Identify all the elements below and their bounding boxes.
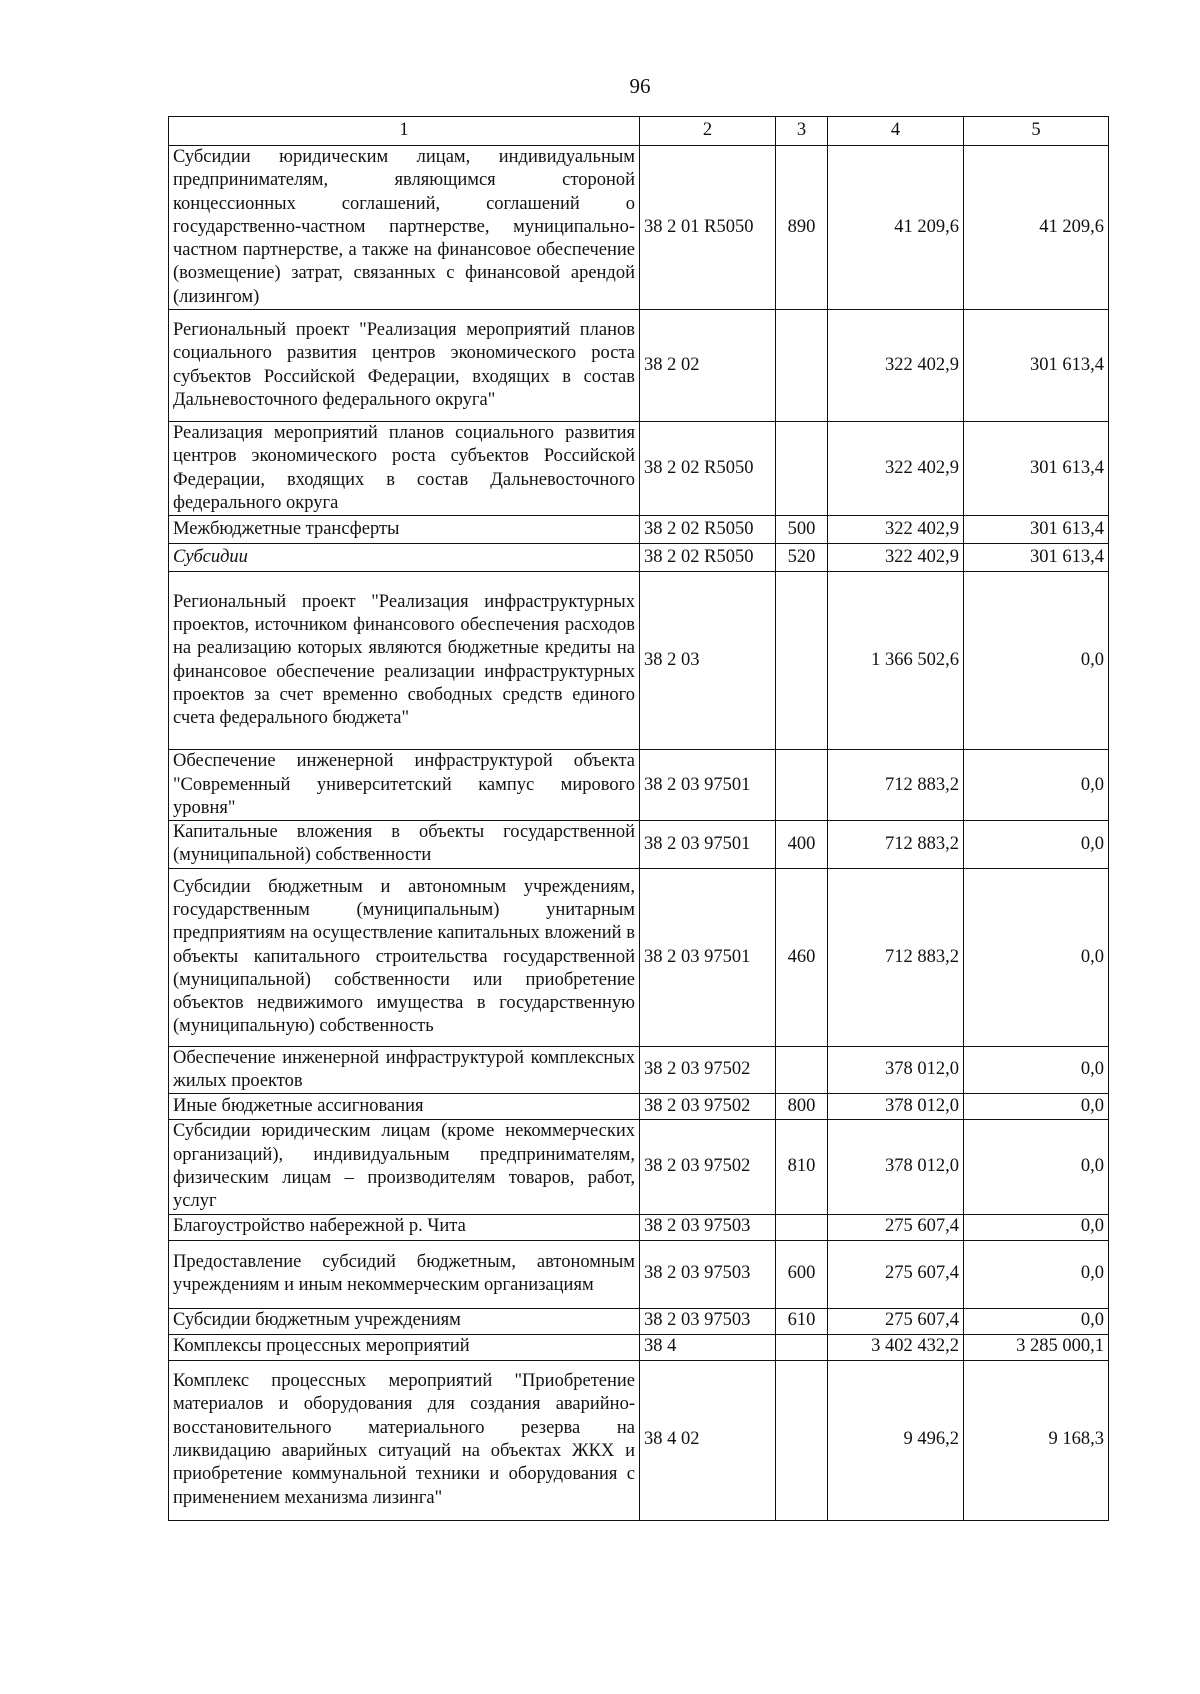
row-amount-col4-cell: 712 883,2 bbox=[828, 821, 964, 869]
row-code-cell: 38 2 03 97502 bbox=[640, 1046, 776, 1094]
table-row bbox=[169, 146, 1109, 310]
row-name-cell: Комплекс процессных мероприятий "Приобретение материалов и оборудования для создания аварийно-восстановительного материального резерва на ликвидацию аварийных ситуаций на объектах ЖКХ и приобретение коммунальной техники и оборудования с применением механизма лизинга" bbox=[169, 1360, 640, 1520]
header-col-3: 3 bbox=[776, 117, 828, 146]
row-name-cell: Реализация мероприятий планов социального развития центров экономического роста субъектов Российской Федерации, входящих в состав Дальневосточного федерального округа bbox=[169, 422, 640, 516]
row-expense-type-cell: 460 bbox=[776, 868, 828, 1046]
row-amount-col5-cell: 0,0 bbox=[964, 572, 1109, 750]
table-row bbox=[169, 1240, 1109, 1308]
table-header-row bbox=[169, 117, 1109, 146]
row-code-cell: 38 2 03 97503 bbox=[640, 1240, 776, 1308]
page-number: 96 bbox=[629, 74, 651, 98]
row-code-cell: 38 2 03 97502 bbox=[640, 1094, 776, 1120]
row-expense-type-cell bbox=[776, 572, 828, 750]
row-amount-col4-cell: 378 012,0 bbox=[828, 1120, 964, 1214]
row-expense-type-cell: 500 bbox=[776, 516, 828, 544]
row-amount-col4-cell: 322 402,9 bbox=[828, 516, 964, 544]
row-amount-col5-cell: 301 613,4 bbox=[964, 422, 1109, 516]
table-row bbox=[169, 1214, 1109, 1240]
row-amount-col4-cell: 322 402,9 bbox=[828, 310, 964, 422]
row-expense-type-cell: 520 bbox=[776, 544, 828, 572]
row-name-cell: Субсидии юридическим лицам, индивидуальным предпринимателям, являющимся стороной концессионных соглашений, соглашений о государственно-частном партнерстве, муниципально-частном партнерстве, а также на финансовое обеспечение (возмещение) затрат, связанных с финансовой арендой (лизингом) bbox=[169, 146, 640, 310]
table-row bbox=[169, 310, 1109, 422]
row-expense-type-cell: 890 bbox=[776, 146, 828, 310]
row-name-cell: Региональный проект "Реализация инфраструктурных проектов, источником финансового обеспечения расходов на реализацию которых являются бюджетные кредиты на финансовое обеспечение реализации инфраструктурных проектов за счет временно свободных средств единого счета федерального бюджета" bbox=[169, 572, 640, 750]
row-expense-type-cell: 600 bbox=[776, 1240, 828, 1308]
row-code-cell: 38 2 03 bbox=[640, 572, 776, 750]
row-name-cell: Региональный проект "Реализация мероприятий планов социального развития центров экономического роста субъектов Российской Федерации, входящих в состав Дальневосточного федерального округа" bbox=[169, 310, 640, 422]
row-expense-type-cell: 800 bbox=[776, 1094, 828, 1120]
row-code-cell: 38 4 02 bbox=[640, 1360, 776, 1520]
table-row bbox=[169, 821, 1109, 869]
row-amount-col5-cell: 0,0 bbox=[964, 1120, 1109, 1214]
row-code-cell: 38 2 02 R5050 bbox=[640, 516, 776, 544]
row-amount-col4-cell: 712 883,2 bbox=[828, 868, 964, 1046]
row-name-cell: Субсидии бюджетным и автономным учреждениям, государственным (муниципальным) унитарным предприятиям на осуществление капитальных вложений в объекты капитального строительства государственной (муниципальной) собственности или приобретение объектов недвижимого имущества в государственную (муниципальную) собственность bbox=[169, 868, 640, 1046]
row-name-cell: Субсидии юридическим лицам (кроме некоммерческих организаций), индивидуальным предпринимателям, физическим лицам – производителям товаров, работ, услуг bbox=[169, 1120, 640, 1214]
row-name-cell: Комплексы процессных мероприятий bbox=[169, 1334, 640, 1360]
header-col-2: 2 bbox=[640, 117, 776, 146]
row-expense-type-cell bbox=[776, 1046, 828, 1094]
row-code-cell: 38 2 03 97502 bbox=[640, 1120, 776, 1214]
table-row bbox=[169, 1120, 1109, 1214]
row-code-cell: 38 4 bbox=[640, 1334, 776, 1360]
row-name-cell: Межбюджетные трансферты bbox=[169, 516, 640, 544]
row-amount-col4-cell: 322 402,9 bbox=[828, 422, 964, 516]
row-expense-type-cell bbox=[776, 310, 828, 422]
row-amount-col4-cell: 275 607,4 bbox=[828, 1214, 964, 1240]
row-expense-type-cell bbox=[776, 1334, 828, 1360]
row-amount-col4-cell: 322 402,9 bbox=[828, 544, 964, 572]
row-code-cell: 38 2 02 R5050 bbox=[640, 422, 776, 516]
row-expense-type-cell: 610 bbox=[776, 1308, 828, 1334]
table-row bbox=[169, 516, 1109, 544]
row-amount-col5-cell: 0,0 bbox=[964, 1214, 1109, 1240]
row-name-cell: Субсидии bbox=[169, 544, 640, 572]
row-name-cell: Предоставление субсидий бюджетным, автономным учреждениям и иным некоммерческим организациям bbox=[169, 1240, 640, 1308]
table-row bbox=[169, 1094, 1109, 1120]
row-amount-col4-cell: 1 366 502,6 bbox=[828, 572, 964, 750]
row-name-cell: Субсидии бюджетным учреждениям bbox=[169, 1308, 640, 1334]
row-expense-type-cell: 810 bbox=[776, 1120, 828, 1214]
table-row bbox=[169, 1046, 1109, 1094]
budget-table bbox=[168, 116, 1109, 1521]
row-code-cell: 38 2 03 97501 bbox=[640, 868, 776, 1046]
row-amount-col4-cell: 275 607,4 bbox=[828, 1240, 964, 1308]
row-amount-col5-cell: 301 613,4 bbox=[964, 516, 1109, 544]
row-amount-col5-cell: 0,0 bbox=[964, 1240, 1109, 1308]
table-row bbox=[169, 1360, 1109, 1520]
row-name-cell: Благоустройство набережной р. Чита bbox=[169, 1214, 640, 1240]
table-row bbox=[169, 750, 1109, 821]
row-name-cell: Обеспечение инженерной инфраструктурой комплексных жилых проектов bbox=[169, 1046, 640, 1094]
table-row bbox=[169, 1308, 1109, 1334]
row-code-cell: 38 2 03 97501 bbox=[640, 821, 776, 869]
header-col-4: 4 bbox=[828, 117, 964, 146]
row-amount-col4-cell: 275 607,4 bbox=[828, 1308, 964, 1334]
row-expense-type-cell bbox=[776, 1214, 828, 1240]
row-code-cell: 38 2 03 97501 bbox=[640, 750, 776, 821]
row-expense-type-cell: 400 bbox=[776, 821, 828, 869]
row-amount-col4-cell: 378 012,0 bbox=[828, 1094, 964, 1120]
row-amount-col4-cell: 378 012,0 bbox=[828, 1046, 964, 1094]
row-amount-col5-cell: 3 285 000,1 bbox=[964, 1334, 1109, 1360]
row-code-cell: 38 2 03 97503 bbox=[640, 1308, 776, 1334]
table-row bbox=[169, 544, 1109, 572]
table-row bbox=[169, 572, 1109, 750]
row-amount-col4-cell: 712 883,2 bbox=[828, 750, 964, 821]
row-amount-col5-cell: 0,0 bbox=[964, 821, 1109, 869]
row-name-cell: Капитальные вложения в объекты государственной (муниципальной) собственности bbox=[169, 821, 640, 869]
row-code-cell: 38 2 02 bbox=[640, 310, 776, 422]
row-amount-col5-cell: 0,0 bbox=[964, 1308, 1109, 1334]
table-row bbox=[169, 868, 1109, 1046]
row-amount-col4-cell: 9 496,2 bbox=[828, 1360, 964, 1520]
header-col-5: 5 bbox=[964, 117, 1109, 146]
table-row bbox=[169, 422, 1109, 516]
row-amount-col5-cell: 0,0 bbox=[964, 868, 1109, 1046]
table-body bbox=[169, 146, 1109, 1521]
row-name-cell: Иные бюджетные ассигнования bbox=[169, 1094, 640, 1120]
table-row bbox=[169, 1334, 1109, 1360]
row-amount-col4-cell: 41 209,6 bbox=[828, 146, 964, 310]
row-amount-col5-cell: 0,0 bbox=[964, 750, 1109, 821]
row-expense-type-cell bbox=[776, 422, 828, 516]
row-amount-col5-cell: 0,0 bbox=[964, 1094, 1109, 1120]
row-expense-type-cell bbox=[776, 750, 828, 821]
row-code-cell: 38 2 03 97503 bbox=[640, 1214, 776, 1240]
header-col-1: 1 bbox=[169, 117, 640, 146]
row-amount-col5-cell: 9 168,3 bbox=[964, 1360, 1109, 1520]
row-amount-col5-cell: 0,0 bbox=[964, 1046, 1109, 1094]
row-expense-type-cell bbox=[776, 1360, 828, 1520]
row-code-cell: 38 2 02 R5050 bbox=[640, 544, 776, 572]
row-amount-col5-cell: 301 613,4 bbox=[964, 310, 1109, 422]
row-name-cell: Обеспечение инженерной инфраструктурой объекта "Современный университетский кампус мирового уровня" bbox=[169, 750, 640, 821]
row-code-cell: 38 2 01 R5050 bbox=[640, 146, 776, 310]
row-amount-col4-cell: 3 402 432,2 bbox=[828, 1334, 964, 1360]
row-amount-col5-cell: 41 209,6 bbox=[964, 146, 1109, 310]
row-amount-col5-cell: 301 613,4 bbox=[964, 544, 1109, 572]
